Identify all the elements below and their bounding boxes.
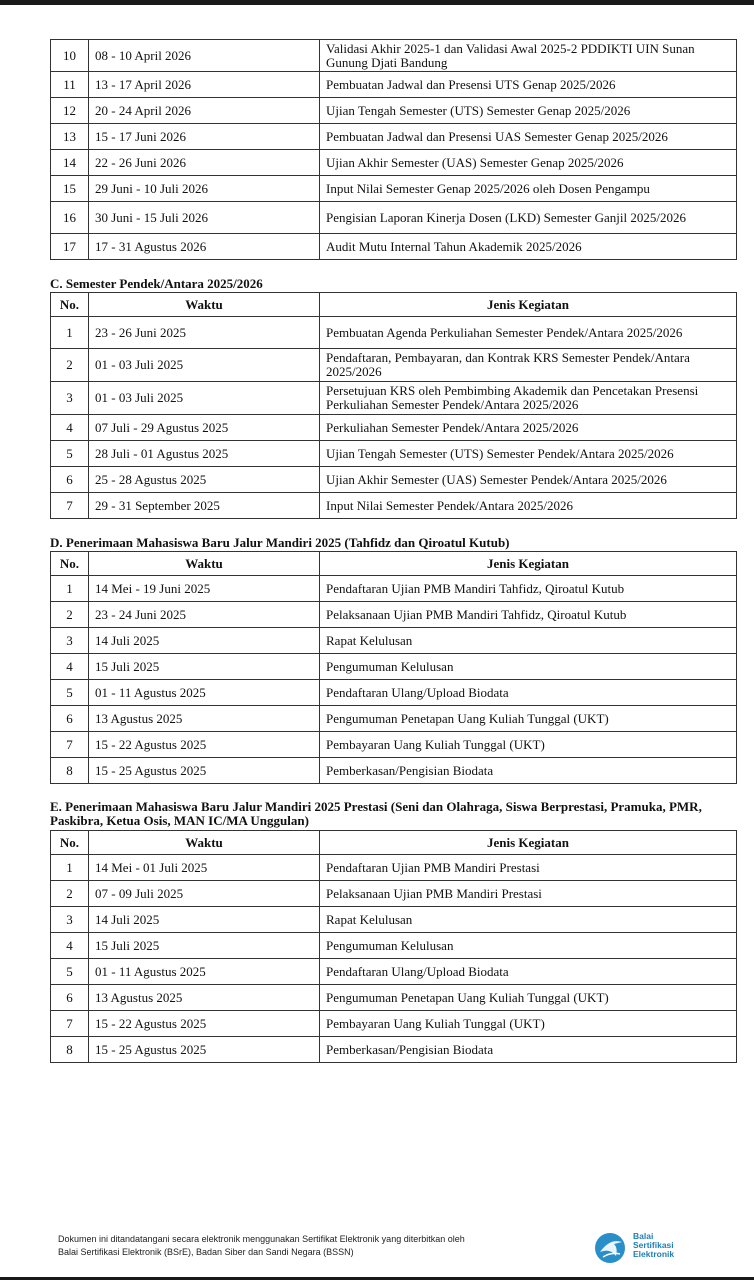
cell-waktu: 13 Agustus 2025 bbox=[89, 985, 320, 1011]
cell-kegiatan: Pendaftaran Ulang/Upload Biodata bbox=[320, 680, 737, 706]
bsre-logo-text bbox=[633, 1232, 674, 1259]
logo-line3: Elektronik bbox=[633, 1249, 675, 1259]
table-row bbox=[51, 985, 737, 1011]
cell-kegiatan: Ujian Tengah Semester (UTS) Semester Genap 2025/2026 bbox=[320, 98, 737, 124]
table-row bbox=[51, 855, 737, 881]
table-row bbox=[51, 349, 737, 382]
cell-no: 6 bbox=[51, 467, 89, 493]
cell-no: 10 bbox=[51, 40, 89, 72]
header-kegiatan: Jenis Kegiatan bbox=[320, 831, 737, 855]
cell-waktu: 01 - 03 Juli 2025 bbox=[89, 382, 320, 415]
table-row bbox=[51, 202, 737, 234]
cell-waktu: 14 Juli 2025 bbox=[89, 628, 320, 654]
table-row bbox=[51, 72, 737, 98]
table-row bbox=[51, 680, 737, 706]
cell-no: 3 bbox=[51, 628, 89, 654]
cell-no: 7 bbox=[51, 1011, 89, 1037]
cell-kegiatan: Pembuatan Jadwal dan Presensi UAS Semester Genap 2025/2026 bbox=[320, 124, 737, 150]
cell-waktu: 30 Juni - 15 Juli 2026 bbox=[89, 202, 320, 234]
table-header-row bbox=[51, 293, 737, 317]
header-kegiatan: Jenis Kegiatan bbox=[320, 293, 737, 317]
header-no: No. bbox=[51, 552, 89, 576]
cell-kegiatan: Input Nilai Semester Genap 2025/2026 oleh Dosen Pengampu bbox=[320, 176, 737, 202]
cell-kegiatan: Pembayaran Uang Kuliah Tunggal (UKT) bbox=[320, 732, 737, 758]
cell-no: 2 bbox=[51, 349, 89, 382]
cell-kegiatan: Input Nilai Semester Pendek/Antara 2025/2026 bbox=[320, 493, 737, 519]
schedule-table-e bbox=[50, 830, 737, 1063]
header-waktu: Waktu bbox=[89, 552, 320, 576]
table-row bbox=[51, 602, 737, 628]
table-row bbox=[51, 234, 737, 260]
table-row bbox=[51, 1011, 737, 1037]
cell-kegiatan: Pelaksanaan Ujian PMB Mandiri Prestasi bbox=[320, 881, 737, 907]
table-row bbox=[51, 98, 737, 124]
cell-no: 2 bbox=[51, 602, 89, 628]
table-row bbox=[51, 628, 737, 654]
cell-waktu: 28 Juli - 01 Agustus 2025 bbox=[89, 441, 320, 467]
table-row bbox=[51, 317, 737, 349]
table-row bbox=[51, 959, 737, 985]
schedule-table-d bbox=[50, 551, 737, 784]
table-row bbox=[51, 706, 737, 732]
table-header-row bbox=[51, 552, 737, 576]
cell-no: 1 bbox=[51, 855, 89, 881]
cell-kegiatan: Pemberkasan/Pengisian Biodata bbox=[320, 758, 737, 784]
cell-waktu: 14 Mei - 01 Juli 2025 bbox=[89, 855, 320, 881]
cell-no: 2 bbox=[51, 881, 89, 907]
cell-kegiatan: Validasi Akhir 2025-1 dan Validasi Awal 2025-2 PDDIKTI UIN Sunan Gunung Djati Bandung bbox=[320, 40, 737, 72]
section-title-c: C. Semester Pendek/Antara 2025/2026 bbox=[50, 276, 263, 291]
cell-kegiatan: Perkuliahan Semester Pendek/Antara 2025/2026 bbox=[320, 415, 737, 441]
cell-no: 5 bbox=[51, 680, 89, 706]
cell-waktu: 14 Mei - 19 Juni 2025 bbox=[89, 576, 320, 602]
table-row bbox=[51, 576, 737, 602]
cell-no: 15 bbox=[51, 176, 89, 202]
cell-no: 8 bbox=[51, 1037, 89, 1063]
table-row bbox=[51, 907, 737, 933]
table-row bbox=[51, 467, 737, 493]
cell-waktu: 15 Juli 2025 bbox=[89, 933, 320, 959]
header-no: No. bbox=[51, 831, 89, 855]
cell-waktu: 15 Juli 2025 bbox=[89, 654, 320, 680]
cell-kegiatan: Ujian Akhir Semester (UAS) Semester Pendek/Antara 2025/2026 bbox=[320, 467, 737, 493]
cell-no: 5 bbox=[51, 441, 89, 467]
table-row bbox=[51, 881, 737, 907]
cell-waktu: 29 - 31 September 2025 bbox=[89, 493, 320, 519]
cell-no: 4 bbox=[51, 654, 89, 680]
cell-waktu: 07 Juli - 29 Agustus 2025 bbox=[89, 415, 320, 441]
cell-kegiatan: Pemberkasan/Pengisian Biodata bbox=[320, 1037, 737, 1063]
cell-no: 16 bbox=[51, 202, 89, 234]
cell-waktu: 23 - 24 Juni 2025 bbox=[89, 602, 320, 628]
table-row bbox=[51, 493, 737, 519]
cell-no: 7 bbox=[51, 493, 89, 519]
cell-waktu: 14 Juli 2025 bbox=[89, 907, 320, 933]
section-title-d: D. Penerimaan Mahasiswa Baru Jalur Mandiri 2025 (Tahfidz dan Qiroatul Kutub) bbox=[50, 535, 510, 550]
header-waktu: Waktu bbox=[89, 293, 320, 317]
cell-kegiatan: Pengumuman Kelulusan bbox=[320, 933, 737, 959]
cell-waktu: 20 - 24 April 2026 bbox=[89, 98, 320, 124]
table-row bbox=[51, 933, 737, 959]
cell-no: 14 bbox=[51, 150, 89, 176]
cell-kegiatan: Persetujuan KRS oleh Pembimbing Akademik dan Pencetakan Presensi Perkuliahan Semester Pendek/Antara 2025/2026 bbox=[320, 382, 737, 415]
table-row bbox=[51, 441, 737, 467]
esign-notice-line1: Dokumen ini ditandatangani secara elektronik menggunakan Sertifikat Elektronik yang diterbitkan oleh bbox=[58, 1234, 465, 1244]
table-row bbox=[51, 732, 737, 758]
cell-waktu: 08 - 10 April 2026 bbox=[89, 40, 320, 72]
cell-kegiatan: Rapat Kelulusan bbox=[320, 628, 737, 654]
cell-kegiatan: Pengisian Laporan Kinerja Dosen (LKD) Semester Ganjil 2025/2026 bbox=[320, 202, 737, 234]
table-row bbox=[51, 150, 737, 176]
table-row bbox=[51, 382, 737, 415]
cell-no: 12 bbox=[51, 98, 89, 124]
table-header-row bbox=[51, 831, 737, 855]
section-title-e: E. Penerimaan Mahasiswa Baru Jalur Mandiri 2025 Prestasi (Seni dan Olahraga, Siswa Berprestasi, Pramuka, PMR, Paskibra, Ketua Osis, MAN IC/MA Unggulan) bbox=[50, 799, 702, 828]
esign-notice-line2: Balai Sertifikasi Elektronik (BSrE), Badan Siber dan Sandi Negara (BSSN) bbox=[58, 1247, 354, 1257]
table-row bbox=[51, 176, 737, 202]
table-row bbox=[51, 124, 737, 150]
cell-no: 1 bbox=[51, 576, 89, 602]
cell-kegiatan: Pengumuman Penetapan Uang Kuliah Tunggal (UKT) bbox=[320, 706, 737, 732]
top-border bbox=[0, 0, 754, 5]
cell-waktu: 15 - 17 Juni 2026 bbox=[89, 124, 320, 150]
cell-kegiatan: Pendaftaran, Pembayaran, dan Kontrak KRS Semester Pendek/Antara 2025/2026 bbox=[320, 349, 737, 382]
cell-no: 6 bbox=[51, 985, 89, 1011]
table-row bbox=[51, 758, 737, 784]
cell-no: 13 bbox=[51, 124, 89, 150]
cell-waktu: 07 - 09 Juli 2025 bbox=[89, 881, 320, 907]
cell-kegiatan: Ujian Tengah Semester (UTS) Semester Pendek/Antara 2025/2026 bbox=[320, 441, 737, 467]
cell-waktu: 23 - 26 Juni 2025 bbox=[89, 317, 320, 349]
cell-no: 4 bbox=[51, 933, 89, 959]
header-kegiatan: Jenis Kegiatan bbox=[320, 552, 737, 576]
table-row bbox=[51, 654, 737, 680]
cell-waktu: 15 - 25 Agustus 2025 bbox=[89, 1037, 320, 1063]
cell-waktu: 29 Juni - 10 Juli 2026 bbox=[89, 176, 320, 202]
cell-waktu: 25 - 28 Agustus 2025 bbox=[89, 467, 320, 493]
cell-kegiatan: Pembuatan Agenda Perkuliahan Semester Pendek/Antara 2025/2026 bbox=[320, 317, 737, 349]
table-row bbox=[51, 1037, 737, 1063]
cell-no: 4 bbox=[51, 415, 89, 441]
header-waktu: Waktu bbox=[89, 831, 320, 855]
cell-no: 6 bbox=[51, 706, 89, 732]
table-row bbox=[51, 40, 737, 72]
cell-kegiatan: Pembuatan Jadwal dan Presensi UTS Genap 2025/2026 bbox=[320, 72, 737, 98]
schedule-table-c bbox=[50, 292, 737, 519]
cell-no: 17 bbox=[51, 234, 89, 260]
cell-no: 7 bbox=[51, 732, 89, 758]
cell-no: 1 bbox=[51, 317, 89, 349]
cell-waktu: 01 - 11 Agustus 2025 bbox=[89, 680, 320, 706]
cell-waktu: 13 Agustus 2025 bbox=[89, 706, 320, 732]
cell-kegiatan: Audit Mutu Internal Tahun Akademik 2025/2026 bbox=[320, 234, 737, 260]
logo-line2: Sertifikasi bbox=[633, 1240, 674, 1250]
cell-waktu: 13 - 17 April 2026 bbox=[89, 72, 320, 98]
cell-no: 8 bbox=[51, 758, 89, 784]
cell-waktu: 17 - 31 Agustus 2026 bbox=[89, 234, 320, 260]
cell-no: 3 bbox=[51, 907, 89, 933]
cell-no: 3 bbox=[51, 382, 89, 415]
cell-kegiatan: Pengumuman Kelulusan bbox=[320, 654, 737, 680]
cell-kegiatan: Pelaksanaan Ujian PMB Mandiri Tahfidz, Qiroatul Kutub bbox=[320, 602, 737, 628]
cell-waktu: 01 - 11 Agustus 2025 bbox=[89, 959, 320, 985]
cell-waktu: 15 - 22 Agustus 2025 bbox=[89, 732, 320, 758]
cell-waktu: 15 - 22 Agustus 2025 bbox=[89, 1011, 320, 1037]
table-row bbox=[51, 415, 737, 441]
esign-notice bbox=[58, 1233, 465, 1259]
header-no: No. bbox=[51, 293, 89, 317]
logo-line1: Balai bbox=[633, 1231, 654, 1241]
schedule-table-b bbox=[50, 39, 737, 260]
cell-waktu: 01 - 03 Juli 2025 bbox=[89, 349, 320, 382]
cell-kegiatan: Pembayaran Uang Kuliah Tunggal (UKT) bbox=[320, 1011, 737, 1037]
cell-kegiatan: Ujian Akhir Semester (UAS) Semester Genap 2025/2026 bbox=[320, 150, 737, 176]
cell-waktu: 15 - 25 Agustus 2025 bbox=[89, 758, 320, 784]
cell-kegiatan: Pendaftaran Ujian PMB Mandiri Tahfidz, Qiroatul Kutub bbox=[320, 576, 737, 602]
cell-no: 11 bbox=[51, 72, 89, 98]
cell-kegiatan: Pendaftaran Ujian PMB Mandiri Prestasi bbox=[320, 855, 737, 881]
cell-kegiatan: Rapat Kelulusan bbox=[320, 907, 737, 933]
cell-waktu: 22 - 26 Juni 2026 bbox=[89, 150, 320, 176]
cell-kegiatan: Pengumuman Penetapan Uang Kuliah Tunggal (UKT) bbox=[320, 985, 737, 1011]
cell-no: 5 bbox=[51, 959, 89, 985]
cell-kegiatan: Pendaftaran Ulang/Upload Biodata bbox=[320, 959, 737, 985]
